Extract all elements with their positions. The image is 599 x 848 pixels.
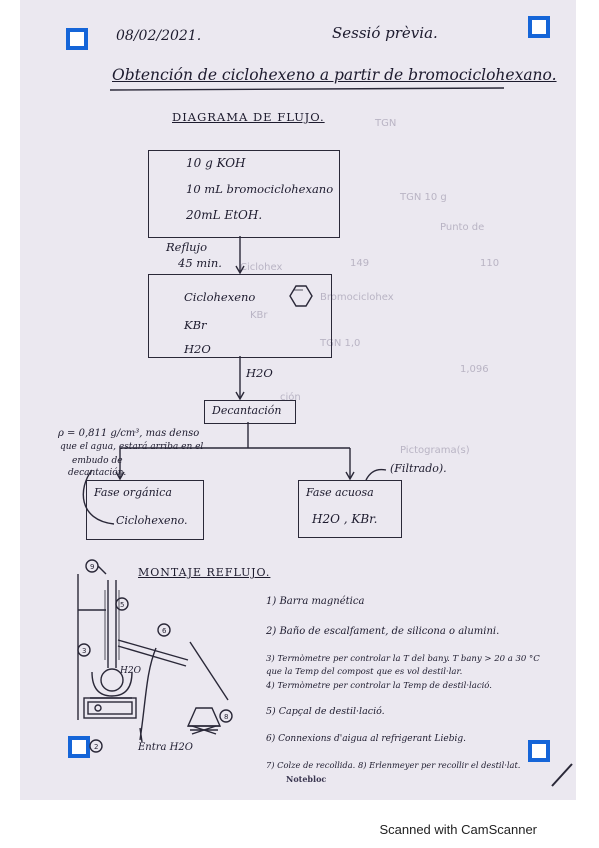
heating-bath [92, 672, 132, 696]
reflux-setup-heading: MONTAJE REFLUJO. [138, 566, 271, 579]
reflux-time: 45 min. [178, 256, 222, 270]
setup-item: 7) Colze de recollida. 8) Erlenmeyer per recollir el destil·lat. [266, 760, 521, 770]
svg-text:3: 3 [82, 647, 87, 655]
svg-text:8: 8 [224, 713, 229, 721]
density-note: embudo de [72, 456, 123, 466]
filtrate-label: (Filtrado). [390, 462, 447, 475]
product-kbr: KBr [184, 318, 207, 332]
product-cyclohexene: Ciclohexeno [184, 290, 256, 304]
flow-diagram-heading: DIAGRAMA DE FLUJO. [172, 110, 325, 124]
bleed-text: TGN 10 g [400, 192, 447, 203]
cyclohexene-structure [290, 286, 312, 306]
filtrate-pointer [366, 469, 386, 480]
svg-text:6: 6 [162, 627, 167, 635]
organic-phase-content: Ciclohexeno. [116, 514, 188, 527]
erlenmeyer [188, 708, 220, 726]
page-title: Obtención de ciclohexeno a partir de bromociclohexano. [112, 66, 557, 84]
scanner-footer [0, 800, 599, 848]
bleed-text: TGN [375, 118, 397, 129]
bleed-text: Ciclohex [240, 262, 283, 273]
bleed-text: Pictograma(s) [400, 445, 470, 456]
bleed-text: Bromociclohex [320, 292, 394, 303]
water-tube [140, 648, 156, 740]
setup-item: que la Temp del compost que es vol destil·lar. [266, 667, 463, 677]
setup-item: 1) Barra magnética [266, 596, 365, 607]
aqueous-phase-content: H2O , KBr. [312, 512, 378, 526]
setup-item: 5) Capçal de destil·lació. [266, 706, 385, 717]
setup-item: 4) Termòmetre per controlar la Temp de destil·lació. [266, 681, 492, 691]
density-note: decantación. [68, 468, 127, 478]
product-water: H2O [184, 342, 211, 356]
apparatus-water-label: H2O [120, 666, 141, 676]
note-pointer [83, 470, 114, 524]
density-note: que el agua, estará arriba en el [60, 442, 204, 452]
bleed-text: 149 [350, 258, 370, 269]
svg-text:9: 9 [90, 563, 95, 571]
scanner-watermark: Scanned with CamScanner [379, 822, 537, 837]
notebloc-brand: Notebloc [286, 774, 327, 784]
session-label: Sessió prèvia. [332, 24, 438, 42]
bleed-text: 110 [480, 258, 500, 269]
setup-item: 6) Connexions d'aigua al refrigerant Liebig. [266, 734, 466, 744]
date: 08/02/2021. [116, 28, 202, 44]
decantation-label: Decantación [212, 404, 282, 417]
reflux-label: Reflujo [166, 240, 208, 254]
bleed-text: ción [280, 392, 301, 403]
reagent-koh: 10 g KOH [186, 156, 246, 170]
reagent-ethanol: 20mL EtOH. [186, 208, 263, 222]
setup-item: 2) Baño de escalfament, de silicona o alumini. [266, 626, 500, 637]
heating-plate [84, 698, 136, 718]
title-underline [110, 88, 504, 90]
setup-item: 3) Termòmetre per controlar la T del bany. T bany > 20 a 30 °C [266, 654, 540, 664]
svg-text:2: 2 [94, 743, 99, 751]
bleed-text: Punto de [440, 222, 485, 233]
water-in-label: Entra H2O [138, 742, 193, 753]
diagram-drawing [20, 0, 576, 800]
aqueous-phase-label: Fase acuosa [306, 486, 374, 499]
bleed-text: KBr [250, 310, 268, 321]
water-added-label: H2O [246, 366, 273, 380]
svg-text:5: 5 [120, 601, 125, 609]
reagent-bromocyclohexane: 10 mL bromociclohexano [186, 182, 334, 196]
bleed-text: TGN 1,0 [320, 338, 361, 349]
density-note: ρ = 0,811 g/cm³, mas denso [58, 428, 200, 439]
organic-phase-label: Fase orgánica [94, 486, 172, 499]
bleed-text: 1,096 [460, 364, 489, 375]
scanned-page [20, 0, 576, 800]
round-flask [101, 669, 123, 691]
pen-mark [552, 764, 572, 786]
